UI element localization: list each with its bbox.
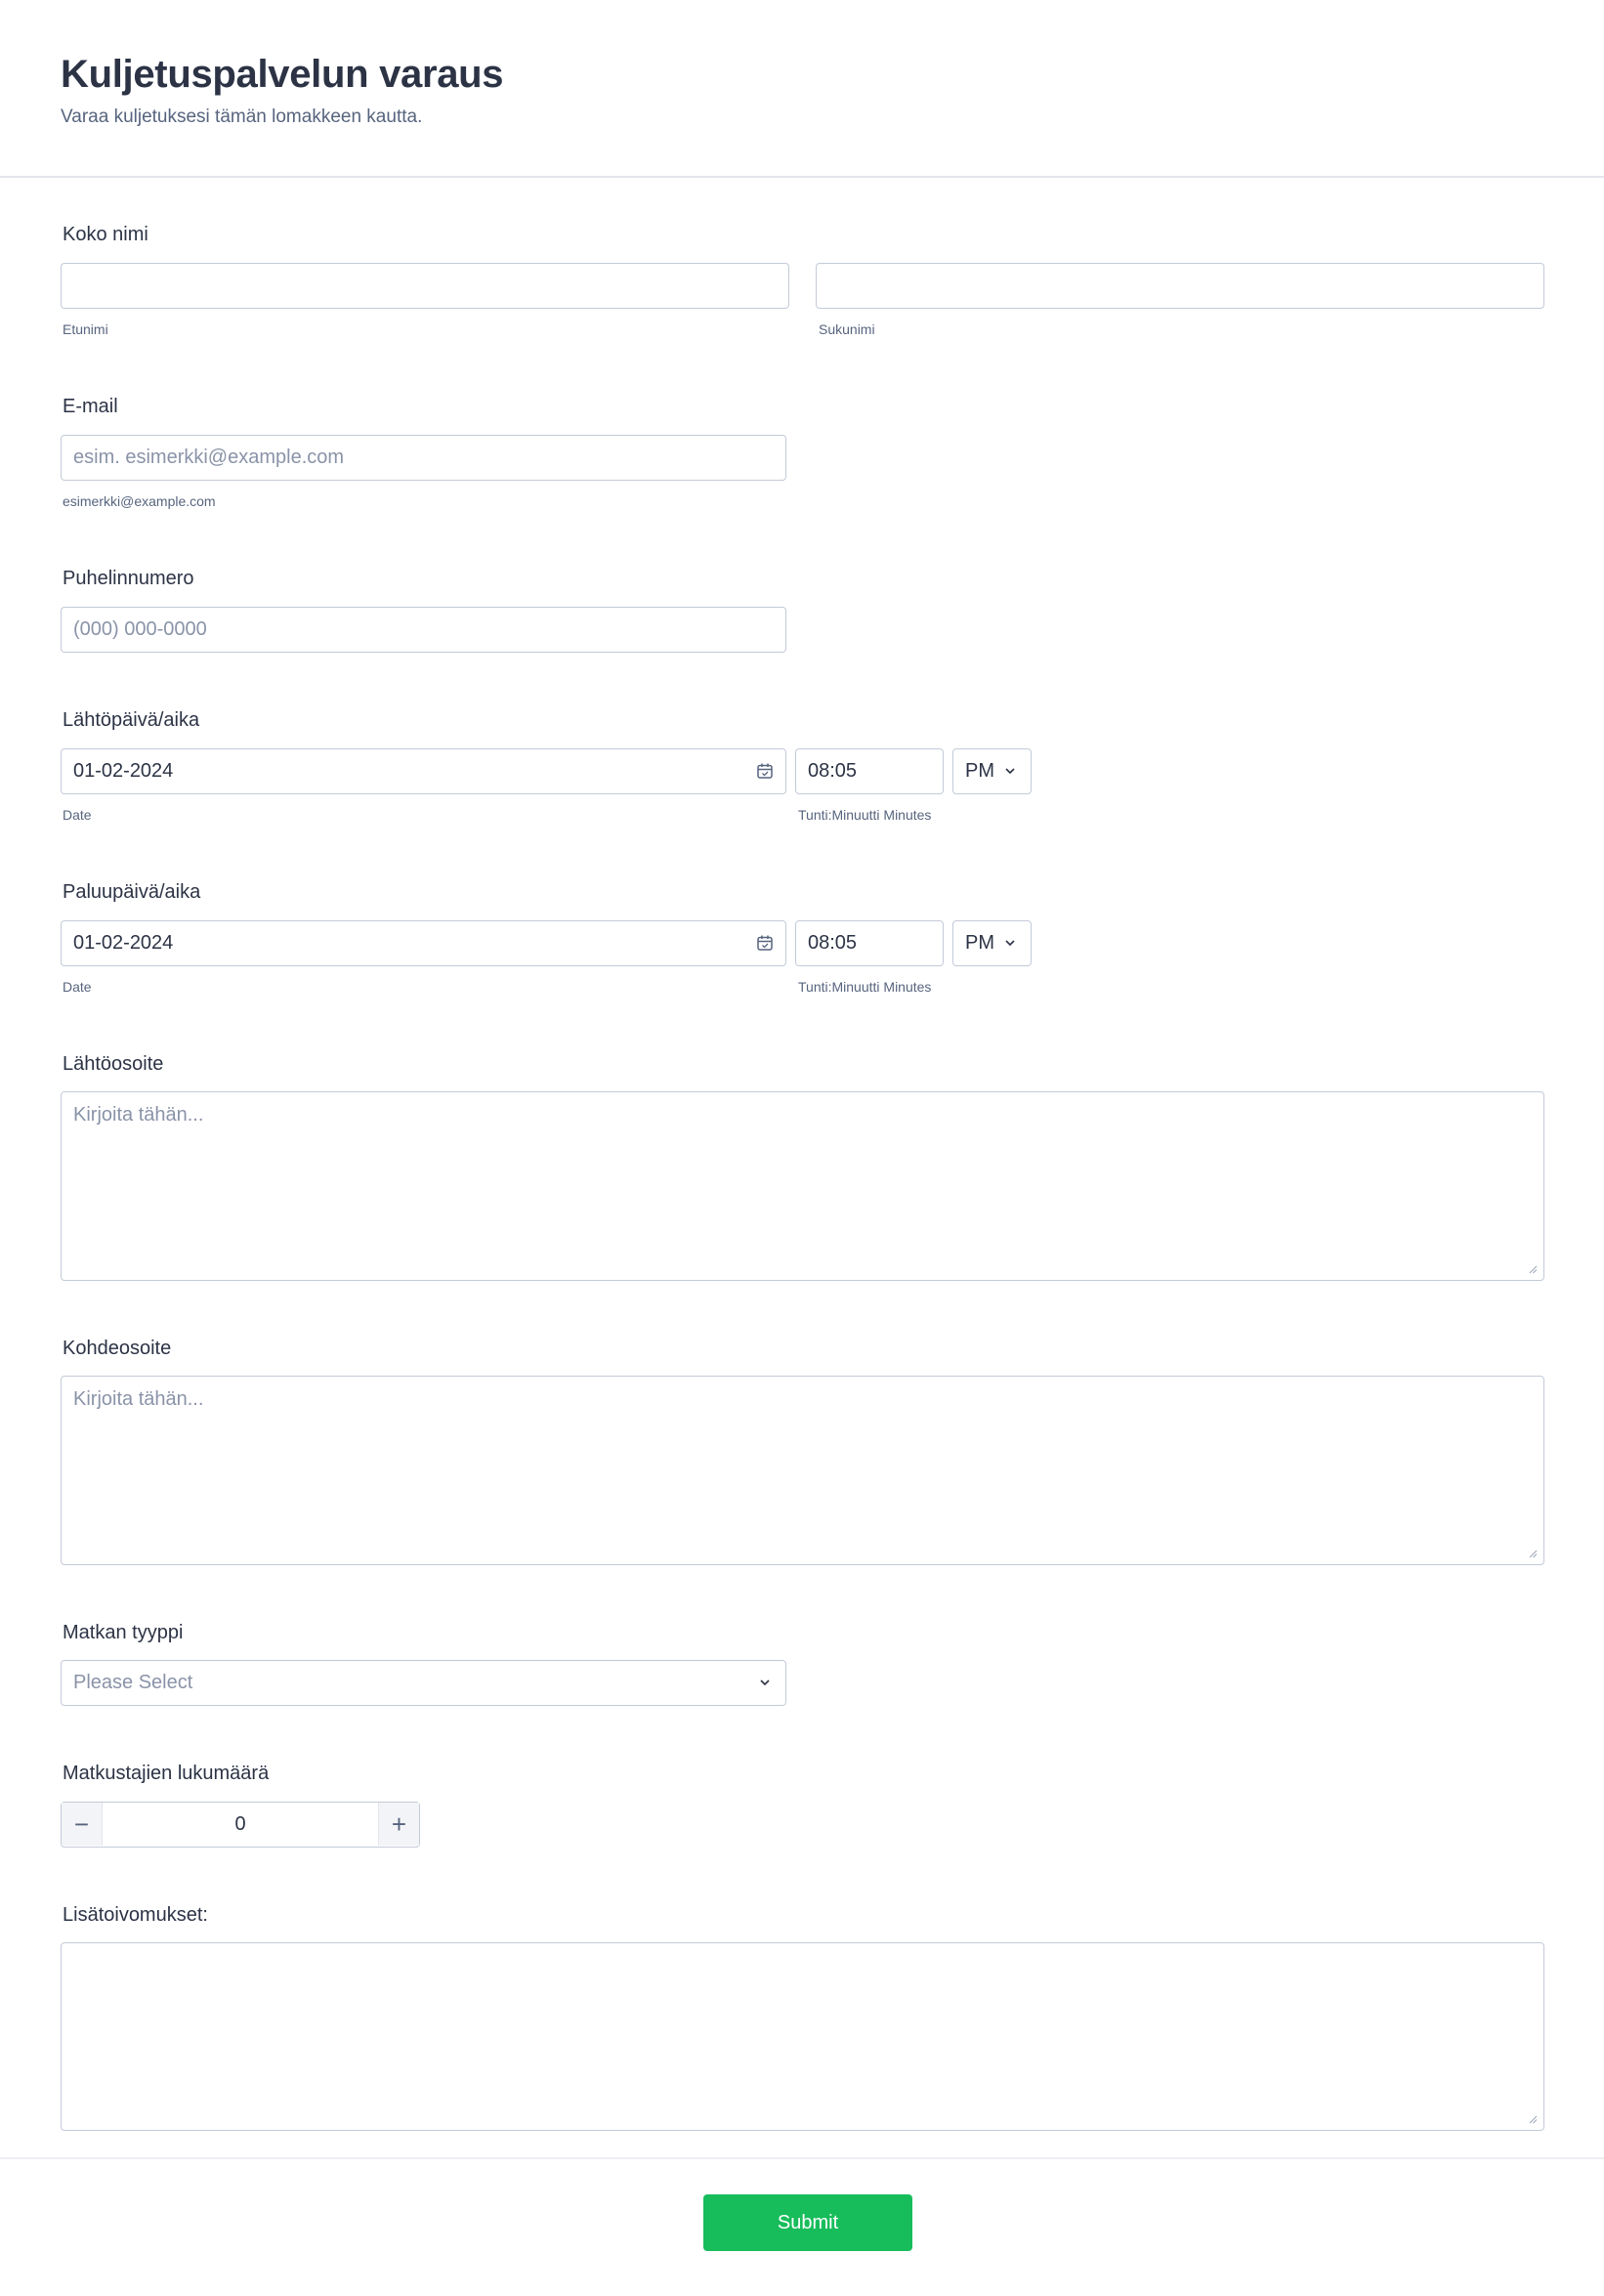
form-title: Kuljetuspalvelun varaus: [61, 53, 504, 96]
departure-date-input[interactable]: [61, 748, 786, 794]
departure-date-sublabel: Date: [63, 807, 92, 823]
return-time-input[interactable]: 08:05: [795, 920, 944, 966]
chevron-down-icon: [758, 1676, 772, 1689]
return-date-value: 01-02-2024: [73, 932, 174, 954]
return-time-sublabel: Tunti:Minuutti Minutes: [798, 979, 932, 995]
full-name-label: Koko nimi: [63, 224, 148, 245]
destination-address-placeholder: Kirjoita tähän...: [73, 1388, 204, 1410]
departure-time-input[interactable]: 08:05: [795, 748, 944, 794]
trip-type-select[interactable]: [61, 1660, 786, 1706]
departure-date-value: 01-02-2024: [73, 760, 174, 782]
phone-field[interactable]: (000) 000-0000: [61, 607, 786, 653]
last-name-sublabel: Sukunimi: [819, 321, 875, 337]
return-ampm-value: PM: [965, 932, 994, 954]
departure-label: Lähtöpäivä/aika: [63, 709, 200, 731]
return-label: Paluupäivä/aika: [63, 881, 201, 903]
destination-address-textarea[interactable]: [61, 1376, 1544, 1565]
passengers-value[interactable]: 0: [234, 1813, 246, 1835]
form-header: [0, 0, 1604, 178]
email-label: E-mail: [63, 396, 118, 417]
form-body: [0, 178, 1604, 2159]
extra-requests-label: Lisätoivomukset:: [63, 1904, 208, 1926]
chevron-down-icon: [1003, 764, 1017, 778]
departure-address-textarea[interactable]: [61, 1091, 1544, 1281]
destination-address-label: Kohdeosoite: [63, 1338, 172, 1359]
departure-address-placeholder: Kirjoita tähän...: [73, 1104, 204, 1126]
decrement-button[interactable]: −: [62, 1803, 103, 1846]
departure-ampm-value: PM: [965, 760, 994, 782]
return-date-input[interactable]: [61, 920, 786, 966]
resize-grip-icon[interactable]: [1528, 1264, 1538, 1274]
first-name-input[interactable]: [61, 263, 789, 309]
trip-type-label: Matkan tyyppi: [63, 1622, 184, 1643]
form-subtitle: Varaa kuljetuksesi tämän lomakkeen kautta.: [61, 106, 423, 127]
chevron-down-icon: [1003, 936, 1017, 950]
departure-ampm-select[interactable]: [952, 748, 1032, 794]
calendar-icon[interactable]: [756, 934, 774, 952]
extra-requests-textarea[interactable]: [61, 1942, 1544, 2131]
resize-grip-icon[interactable]: [1528, 1549, 1538, 1558]
submit-button[interactable]: Submit: [703, 2194, 912, 2251]
increment-button[interactable]: +: [378, 1803, 419, 1846]
return-date-sublabel: Date: [63, 979, 92, 995]
email-field[interactable]: esim. esimerkki@example.com: [61, 435, 786, 481]
calendar-icon[interactable]: [756, 762, 774, 780]
return-ampm-select[interactable]: [952, 920, 1032, 966]
resize-grip-icon[interactable]: [1528, 2114, 1538, 2124]
email-sublabel: esimerkki@example.com: [63, 493, 216, 509]
passengers-stepper[interactable]: [61, 1802, 420, 1848]
passengers-label: Matkustajien lukumäärä: [63, 1763, 270, 1784]
form-footer: [0, 2157, 1604, 2296]
phone-label: Puhelinnumero: [63, 568, 194, 589]
departure-address-label: Lähtöosoite: [63, 1053, 164, 1075]
departure-time-sublabel: Tunti:Minuutti Minutes: [798, 807, 932, 823]
trip-type-value: Please Select: [73, 1672, 193, 1693]
last-name-input[interactable]: [816, 263, 1544, 309]
first-name-sublabel: Etunimi: [63, 321, 108, 337]
